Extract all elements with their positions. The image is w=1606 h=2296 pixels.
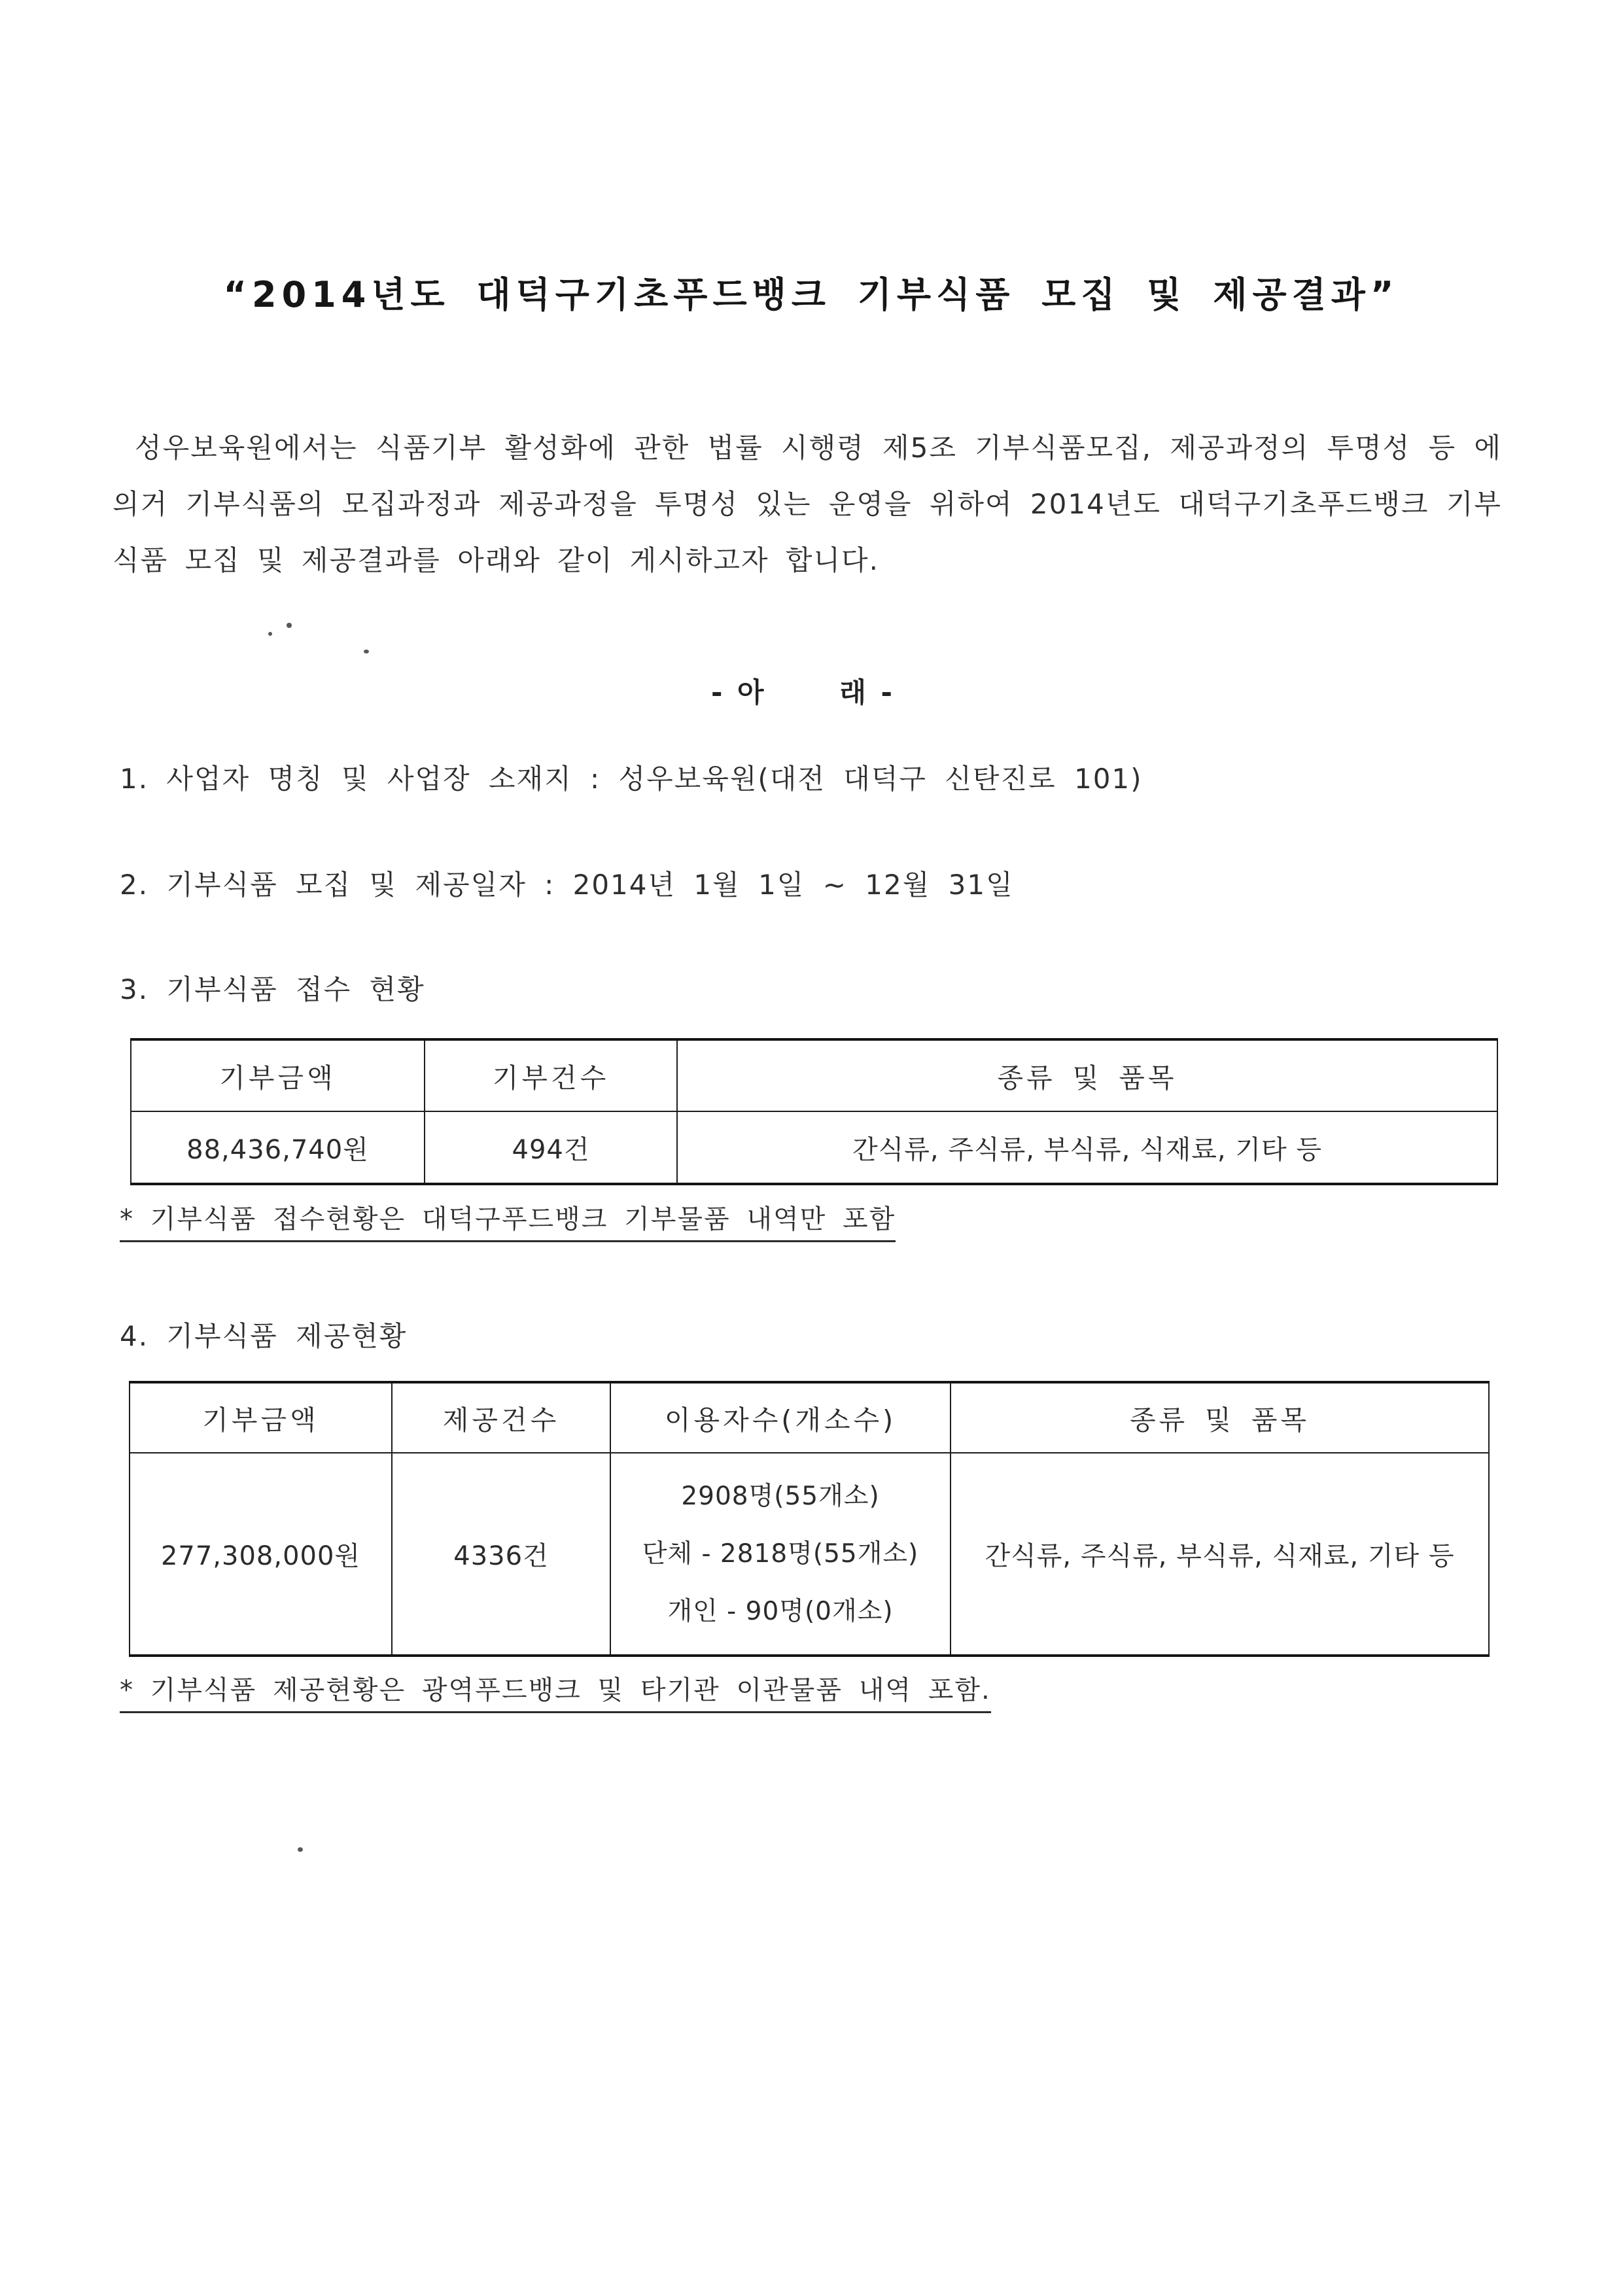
- provision-table-data-row: [130, 1453, 1489, 1656]
- scan-speck: [287, 623, 292, 628]
- provision-status-table: [129, 1381, 1490, 1657]
- receipt-footnote-text: * 기부식품 접수현황은 대덕구푸드뱅크 기부물품 내역만 포함: [120, 1204, 896, 1242]
- provision-table-header-row: [130, 1382, 1489, 1453]
- receipt-count-value: 494건: [425, 1111, 677, 1184]
- provision-table-footnote: [120, 1669, 991, 1707]
- provision-users-group: 단체 - 2818명(55개소): [642, 1539, 919, 1569]
- item-receipt-status-heading: 3. 기부식품 접수 현황: [120, 973, 425, 1005]
- provision-header-users: 이용자수(개소수): [610, 1382, 951, 1453]
- scan-speck: [298, 1847, 303, 1852]
- item-collection-period: 2. 기부식품 모집 및 제공일자 : 2014년 1월 1일 ~ 12월 31일: [120, 869, 1014, 901]
- provision-count-value: 4336건: [392, 1453, 610, 1656]
- provision-users-individual: 개인 - 90명(0개소): [667, 1596, 894, 1626]
- receipt-header-items: 종류 및 품목: [677, 1039, 1497, 1111]
- receipt-status-table: [130, 1038, 1498, 1185]
- provision-amount-value: 277,308,000원: [130, 1453, 392, 1656]
- receipt-header-count: 기부건수: [425, 1039, 677, 1111]
- provision-header-amount: 기부금액: [130, 1382, 392, 1453]
- item-provision-status-heading: 4. 기부식품 제공현황: [120, 1320, 408, 1352]
- below-divider-label: - 아 래 -: [711, 676, 895, 708]
- receipt-amount-value: 88,436,740원: [131, 1111, 425, 1184]
- item-business-name-address: 1. 사업자 명칭 및 사업장 소재지 : 성우보육원(대전 대덕구 신탄진로 101): [120, 763, 1143, 795]
- provision-header-count: 제공건수: [392, 1382, 610, 1453]
- scan-speck: [268, 632, 272, 636]
- provision-items-value: 간식류, 주식류, 부식류, 식재료, 기타 등: [951, 1453, 1489, 1656]
- receipt-items-value: 간식류, 주식류, 부식류, 식재료, 기타 등: [677, 1111, 1497, 1184]
- provision-header-items: 종류 및 품목: [951, 1382, 1489, 1453]
- receipt-table-header-row: [131, 1039, 1497, 1111]
- intro-paragraph: 성우보육원에서는 식품기부 활성화에 관한 법률 시행령 제5조 기부식품모집, 제공과정의 투명성 등 에 의거 기부식품의 모집과정과 제공과정을 투명성 있는 운영을 위하여 2014년도 대덕구기초푸드뱅크 기부식품 모집 및 제공결과를 아래와 같이 게시하고자 합니다.: [113, 432, 1502, 576]
- provision-footnote-text: * 기부식품 제공현황은 광역푸드뱅크 및 타기관 이관물품 내역 포함.: [120, 1675, 991, 1713]
- receipt-table-footnote: [120, 1198, 896, 1236]
- document-title: “2014년도 대덕구기초푸드뱅크 기부식품 모집 및 제공결과”: [223, 274, 1399, 315]
- receipt-table-data-row: [131, 1111, 1497, 1184]
- receipt-header-amount: 기부금액: [131, 1039, 425, 1111]
- provision-users-cell: [610, 1453, 951, 1656]
- provision-users-total: 2908명(55개소): [681, 1481, 880, 1511]
- scan-speck: [364, 650, 369, 653]
